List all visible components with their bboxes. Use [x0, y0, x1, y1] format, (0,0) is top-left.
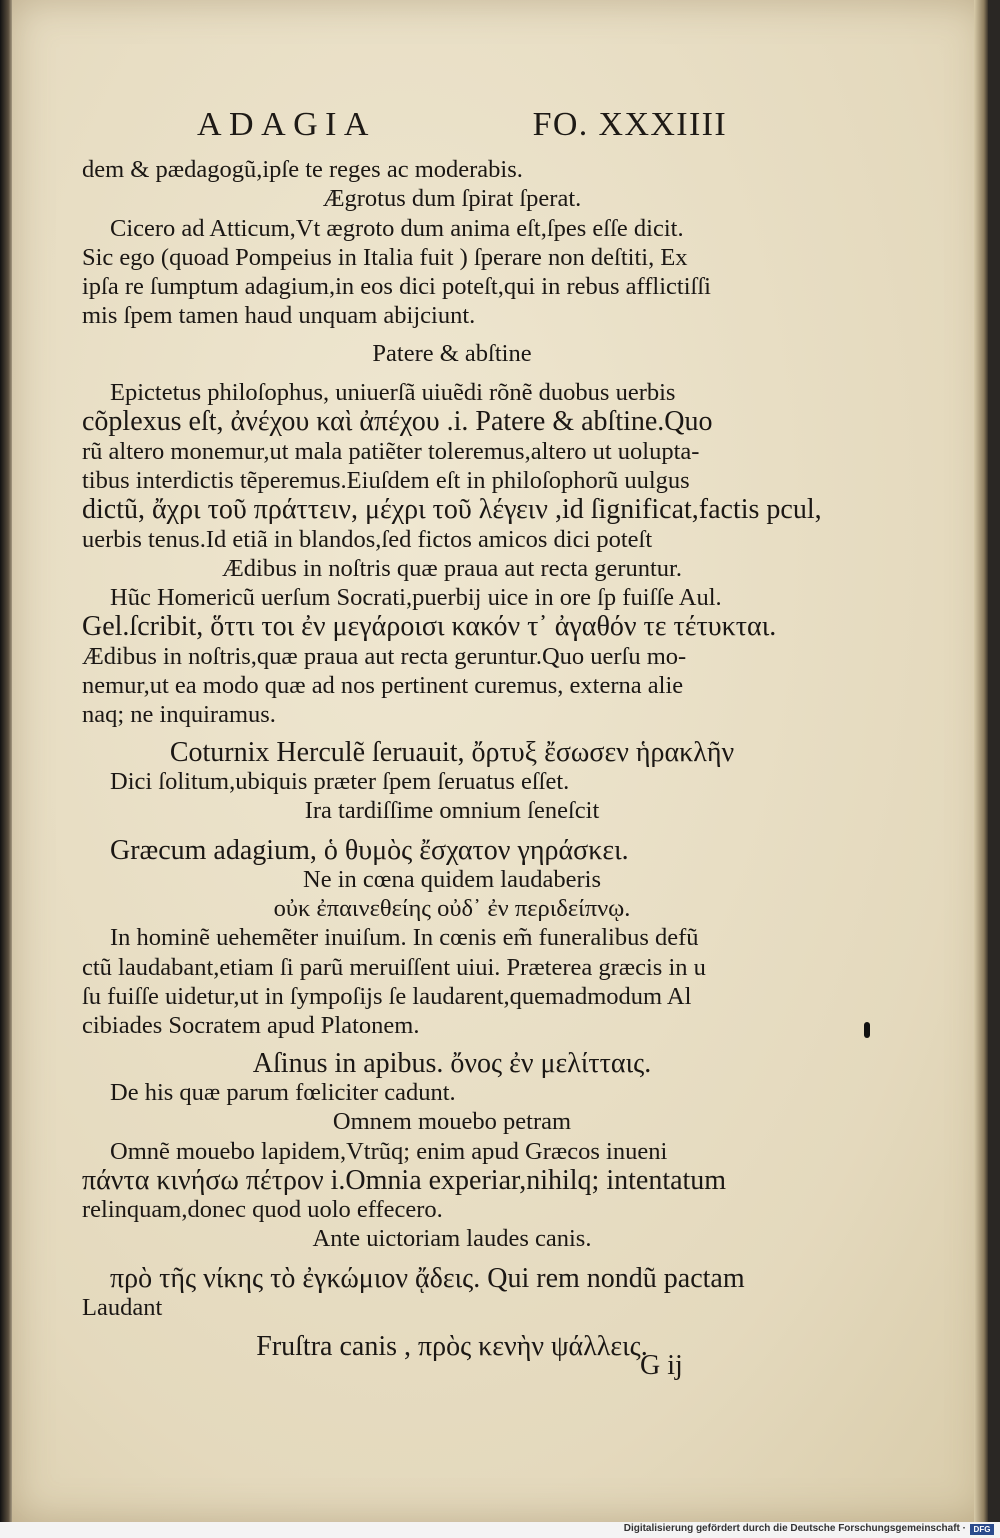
adage-heading: Coturnix Herculẽ ſeruauit, ὄρτυξ ἔσωσεν ἡρακλῆν — [169, 736, 735, 768]
running-head-title: ADAGIA — [197, 106, 376, 143]
text-block — [82, 155, 822, 1362]
adage-heading: Ira tardiſſime omnium ſeneſcit — [304, 797, 600, 825]
text-line: Græcum adagium, ὁ θυμὸς ἔσχατον γηράσκει. — [110, 834, 629, 866]
text-line: πρὸ τῆς νίκης τὸ ἐγκώμιον ᾄδεις. Qui rem nondũ pactam — [110, 1262, 745, 1294]
text-line: Ædibus in noſtris,quæ praua aut recta geruntur.Quo uerſu mo- — [82, 642, 687, 670]
text-line: relinquam,donec quod uolo effecero. — [82, 1196, 443, 1224]
text-line: cõplexus eſt, ἀνέχου καὶ ἀπέχου .i. Patere & abſtine.Quo — [82, 406, 713, 438]
greek-line: οὐκ ἐπαινεθείης οὐδ᾽ ἐν περιδείπνῳ. — [273, 895, 631, 923]
adage-heading: Fruſtra canis , πρὸς κενὴν ψάλλεις. — [256, 1331, 648, 1363]
text-line: mis ſpem tamen haud unquam abijciunt. — [82, 302, 476, 330]
text-line: dictũ, ἄχρι τοῦ πράττειν, μέχρι τοῦ λέγειν ,id ſignificat,factis pcul, — [82, 494, 822, 526]
ink-blot — [864, 1022, 870, 1038]
text-line: De his quæ parum fœliciter cadunt. — [110, 1078, 456, 1106]
adage-heading: Omnem mouebo petram — [332, 1108, 572, 1136]
book-page — [12, 0, 988, 1522]
text-line: Epictetus philoſophus, uniuerſã uiuẽdi rõnẽ duobus uerbis — [110, 379, 676, 407]
text-line: In hominẽ uehemẽter inuiſum. In cœnis em̃ funeralibus defũ — [110, 924, 699, 952]
text-line: ſu fuiſſe uidetur,ut in ſympoſijs ſe laudarent,quemadmodum Al — [82, 983, 692, 1011]
text-line: rũ altero monemur,ut mala patiẽter toleremus,altero ut uolupta- — [82, 437, 700, 465]
text-line: Laudant — [82, 1293, 163, 1321]
page-edge — [974, 0, 988, 1522]
text-line: Cicero ad Atticum,Vt ægroto dum anima eſt,ſpes eſſe dicit. — [110, 214, 684, 242]
text-line: ipſa re ſumptum adagium,in eos dici poteſt,qui in rebus afflictiſſi — [82, 273, 711, 301]
text-line: πάντα κινήσω πέτρον i.Omnia experiar,nihilq; intentatum — [82, 1164, 727, 1196]
adage-heading: Ne in cœna quidem laudaberis — [303, 865, 601, 893]
running-head — [197, 106, 727, 156]
adage-heading: Aſinus in apibus. ὄνος ἐν μελίτταις. — [252, 1047, 652, 1079]
dfg-logo: DFG — [970, 1524, 994, 1535]
text-line: naq; ne inquiramus. — [82, 701, 276, 729]
text-line: tibus interdictis tẽperemus.Eiuſdem eſt in philoſophorũ uulgus — [82, 466, 690, 494]
adage-heading: Ante uictoriam laudes canis. — [312, 1225, 592, 1253]
folio-number: FO. XXXIIII — [532, 106, 727, 143]
adage-heading: Patere & abſtine — [372, 339, 532, 367]
adage-heading: Ægrotus dum ſpirat ſperat. — [322, 185, 582, 213]
signature-mark: G ij — [640, 1350, 683, 1381]
text-line: Omnẽ mouebo lapidem,Vtrũq; enim apud Græcos inueni — [110, 1137, 668, 1165]
text-line: uerbis tenus.Id etiã in blandos,ſed fictos amicos dici poteſt — [82, 525, 653, 553]
adage-heading: Ædibus in noſtris quæ praua aut recta geruntur. — [222, 554, 682, 582]
text-line: cibiades Socratem apud Platonem. — [82, 1012, 420, 1040]
text-line: ctũ laudabant,etiam ſi parũ meruiſſent uiui. Præterea græcis in u — [82, 953, 706, 981]
text-line: Dici ſolitum,ubiquis præter ſpem ſeruatus eſſet. — [110, 767, 570, 795]
footer-credit: Digitalisierung gefördert durch die Deutsche Forschungsgemeinschaft · — [623, 1523, 966, 1534]
text-line: Hũc Homericũ uerſum Socrati,puerbij uice in ore ſp fuiſſe Aul. — [110, 584, 722, 612]
text-line: Sic ego (quoad Pompeius in Italia fuit ) ſperare non deſtiti, Ex — [82, 243, 688, 271]
text-line: dem & pædagogũ,ipſe te reges ac moderabis. — [82, 156, 523, 183]
text-line: Gel.ſcribit, ὅττι τοι ἐν μεγάροισι κακόν τ᾽ ἀγαθόν τε τέτυκται. — [82, 611, 777, 643]
text-line: nemur,ut ea modo quæ ad nos pertinent curemus, externa alie — [82, 672, 684, 700]
